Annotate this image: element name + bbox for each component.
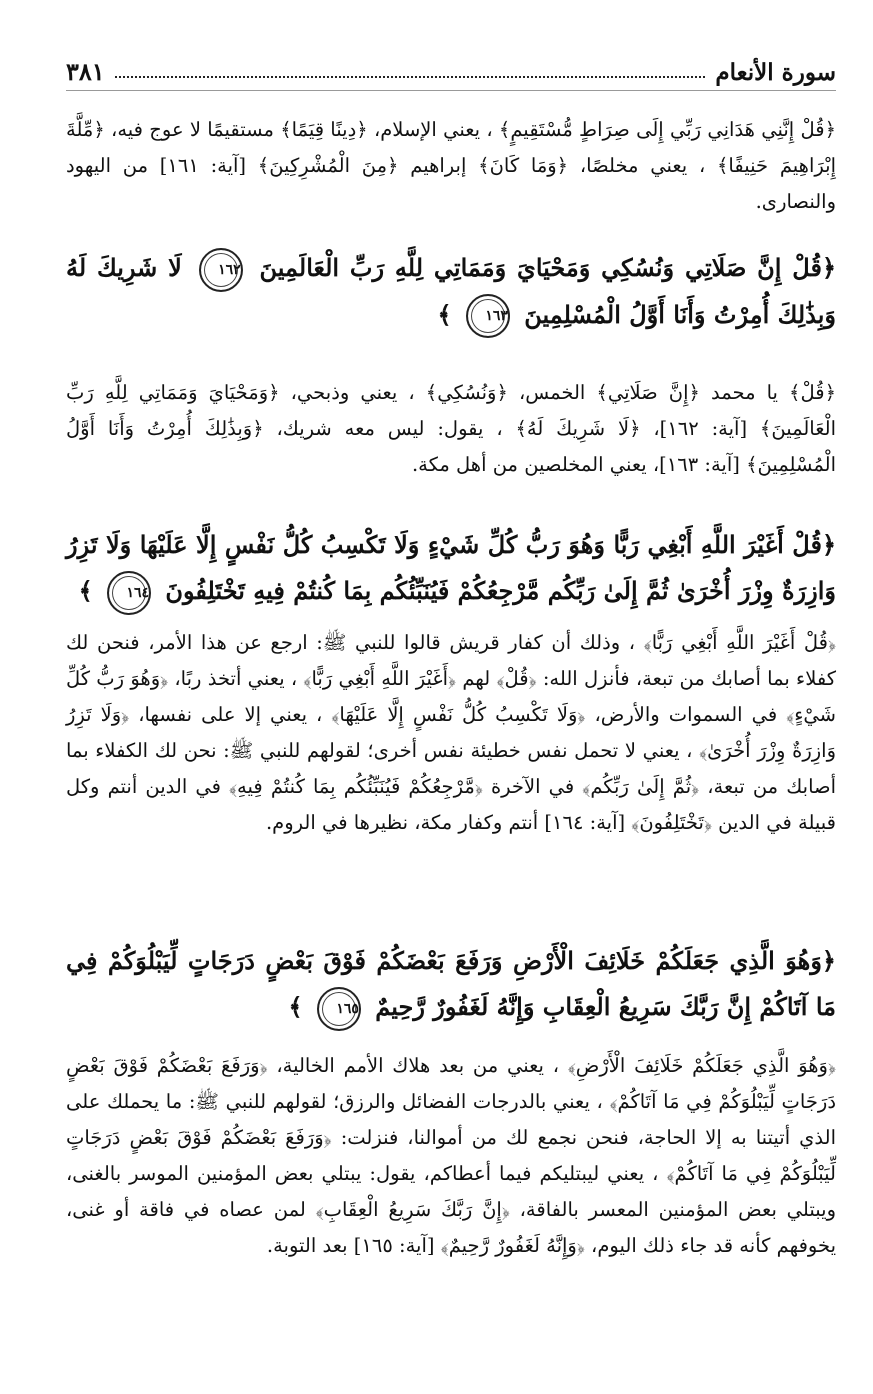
- page-header: [66, 54, 836, 91]
- commentary-text: ﴿قُلْ إِنَّنِي هَدَانِي رَبِّي إِلَى صِرَاطٍ مُّسْتَقِيمٍ﴾ ، يعني الإسلام، ﴿دِينًا قِيَمًا﴾ مستقيمًا لا عوج فيه، ﴿مِّلَّةَ إِبْرَاهِيمَ حَنِيفًا﴾ ، يعني مخلصًا، ﴿وَمَا كَانَ﴾ إبراهيم ﴿مِنَ الْمُشْرِكِينَ﴾ [آية: ١٦١] من اليهود والنصارى.: [66, 118, 836, 213]
- commentary-161: [66, 112, 836, 220]
- ayah-number-marker: ١٦٥: [317, 987, 361, 1031]
- verse-text: ﴿قُلْ أَغَيْرَ اللَّهِ أَبْغِي رَبًّا وَهُوَ رَبُّ كُلِّ شَيْءٍ وَلَا تَكْسِبُ كُلُّ نَفْسٍ إِلَّا عَلَيْهَا وَلَا تَزِرُ وَازِرَةٌ وِزْرَ أُخْرَىٰ ثُمَّ إِلَىٰ رَبِّكُم مَّرْجِعُكُمْ فَيُنَبِّئُكُم بِمَا كُنتُمْ فِيهِ تَخْتَلِفُونَ: [66, 530, 836, 605]
- verse-close-bracket: ﴾: [288, 992, 303, 1021]
- verse-text: ﴿قُلْ إِنَّ صَلَاتِي وَنُسُكِي وَمَحْيَايَ وَمَمَاتِي لِلَّهِ رَبِّ الْعَالَمِينَ: [259, 253, 837, 282]
- quran-verse: [66, 522, 836, 615]
- quran-verse: [66, 245, 836, 338]
- quran-verse: [66, 938, 836, 1031]
- ayah-number-marker: ١٦٤: [107, 571, 151, 615]
- verse-text: لَا شَرِيكَ لَهُ وَبِذَٰلِكَ أُمِرْتُ وَأَنَا أَوَّلُ الْمُسْلِمِينَ: [66, 253, 836, 329]
- verse-text: ﴿وَهُوَ الَّذِي جَعَلَكُمْ خَلَائِفَ الْأَرْضِ وَرَفَعَ بَعْضَكُمْ فَوْقَ بَعْضٍ دَرَجَاتٍ لِّيَبْلُوَكُمْ فِي مَا آتَاكُمْ إِنَّ رَبَّكَ سَرِيعُ الْعِقَابِ وَإِنَّهُ لَغَفُورٌ رَّحِيمٌ: [66, 946, 836, 1021]
- commentary-164: [66, 625, 836, 841]
- ayah-number-marker: ١٦٢: [199, 248, 243, 292]
- page-number: ٣٨١: [66, 57, 105, 86]
- verse-162-163: [66, 245, 836, 338]
- commentary-text: ﴿وَهُوَ الَّذِي جَعَلَكُمْ خَلَائِفَ الْأَرْضِ﴾ ، يعني من بعد هلاك الأمم الخالية، ﴿وَرَفَعَ بَعْضَكُمْ فَوْقَ بَعْضٍ دَرَجَاتٍ لِّيَبْلُوَكُمْ فِي مَا آتَاكُمْ﴾ ، يعني بالدرجات الفضائل والرزق؛ لقولهم للنبي ﷺ: ما يحملك على الذي أتيتنا به إلا الحاجة، فنحن نجمع لك من أموالنا، فنزلت: ﴿وَرَفَعَ بَعْضَكُمْ فَوْقَ بَعْضٍ دَرَجَاتٍ لِّيَبْلُوَكُمْ فِي مَا آتَاكُمْ﴾ ، يعني ليبتليكم فيما أعطاكم، يقول: يبتلي بعض المؤمنين الموسر بالغنى، ويبتلي بعض المؤمنين المعسر بالفاقة، ﴿إِنَّ رَبَّكَ سَرِيعُ الْعِقَابِ﴾ لمن عصاه في فاقة أو غنى، يخوفهم كأنه قد جاء ذلك اليوم، ﴿وَإِنَّهُ لَغَفُورٌ رَّحِيمٌ﴾ [آية: ١٦٥] بعد التوبة.: [66, 1054, 836, 1257]
- commentary-text: ﴿قُلْ أَغَيْرَ اللَّهِ أَبْغِي رَبًّا﴾ ، وذلك أن كفار قريش قالوا للنبي ﷺ: ارجع عن هذا الأمر، فنحن لك كفلاء بما أصابك من تبعة، فأنزل الله: ﴿قُلْ﴾ لهم ﴿أَغَيْرَ اللَّهِ أَبْغِي رَبًّا﴾ ، يعني أتخذ ربًا، ﴿وَهُوَ رَبُّ كُلِّ شَيْءٍ﴾ في السموات والأرض، ﴿وَلَا تَكْسِبُ كُلُّ نَفْسٍ إِلَّا عَلَيْهَا﴾ ، يعني إلا على نفسها، ﴿وَلَا تَزِرُ وَازِرَةٌ وِزْرَ أُخْرَىٰ﴾ ، يعني لا تحمل نفس خطيئة نفس أخرى؛ لقولهم للنبي ﷺ: نحن لك الكفلاء بما أصابك من تبعة، ﴿ثُمَّ إِلَىٰ رَبِّكُم﴾ في الآخرة ﴿مَّرْجِعُكُمْ فَيُنَبِّئُكُم بِمَا كُنتُمْ فِيهِ﴾ في الدين أنتم وكل قبيلة في الدين ﴿تَخْتَلِفُونَ﴾ [آية: ١٦٤] أنتم وكفار مكة، نظيرها في الروم.: [66, 631, 836, 834]
- verse-164: [66, 522, 836, 615]
- verse-close-bracket: ﴾: [78, 576, 93, 605]
- commentary-165: [66, 1048, 836, 1264]
- verse-close-bracket: ﴾: [437, 299, 452, 329]
- commentary-text: ﴿قُلْ﴾ يا محمد ﴿إِنَّ صَلَاتِي﴾ الخمس، ﴿وَنُسُكِي﴾ ، يعني وذبحي، ﴿وَمَحْيَايَ وَمَمَاتِي لِلَّهِ رَبِّ الْعَالَمِينَ﴾ [آية: ١٦٢]، ﴿لَا شَرِيكَ لَهُ﴾ ، يقول: ليس معه شريك، ﴿وَبِذَٰلِكَ أُمِرْتُ وَأَنَا أَوَّلُ الْمُسْلِمِينَ﴾ [آية: ١٦٣]، يعني المخلصين من أهل مكة.: [66, 381, 836, 476]
- book-page: [66, 40, 836, 1360]
- surah-title: سورة الأنعام: [715, 59, 836, 86]
- header-leader-dots: [115, 76, 706, 78]
- ayah-number-marker: ١٦٣: [466, 294, 510, 338]
- verse-165: [66, 938, 836, 1031]
- commentary-162-163: [66, 375, 836, 483]
